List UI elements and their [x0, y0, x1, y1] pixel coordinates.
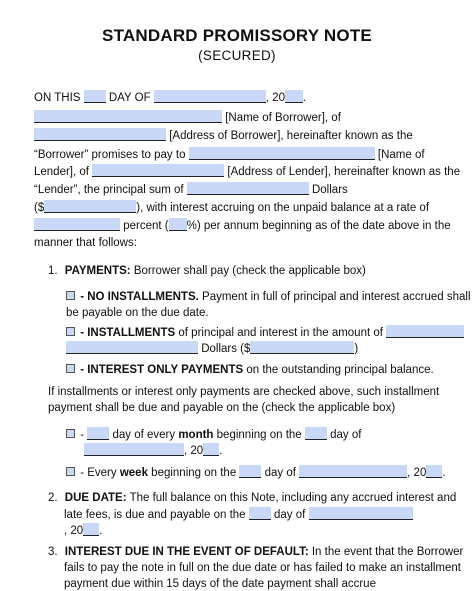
intro-line-1 — [34, 90, 306, 105]
intro-line-6 — [34, 182, 348, 197]
monthly-start-day-field[interactable] — [305, 427, 327, 440]
installment-words-field[interactable] — [386, 325, 464, 338]
intro-text: ($ — [34, 202, 45, 214]
due-date-line-2 — [64, 507, 413, 522]
option-text: day of — [264, 467, 296, 479]
intro-text: , 20 — [265, 92, 285, 104]
section-number: 3. — [48, 546, 58, 558]
due-date-text: The full balance on this Note, including any accrued interest and — [129, 492, 457, 504]
due-date-heading: DUE DATE: — [64, 492, 127, 504]
intro-line-9: manner that follows: — [34, 237, 137, 249]
principal-amount-field[interactable] — [44, 200, 136, 213]
intro-text: percent ( — [123, 220, 169, 232]
section-number: 1. — [48, 265, 58, 277]
option-label: - INSTALLMENTS — [80, 327, 176, 339]
monthly-cont — [84, 443, 222, 458]
intro-text: [Name of Borrower], of — [225, 112, 341, 124]
default-line-3: payment due within 15 days of the date payment shall accrue — [64, 578, 376, 590]
installments-cont — [66, 341, 358, 356]
payments-heading: PAYMENTS: — [64, 265, 131, 277]
intro-line-3 — [34, 128, 413, 143]
option-text: Dollars ($ — [201, 343, 251, 355]
option-text: beginning on the — [151, 467, 237, 479]
weekly-month-field[interactable] — [299, 465, 407, 478]
intro-text: [Name of — [377, 149, 425, 161]
lender-address-field[interactable] — [92, 164, 224, 177]
option-text: - Every — [80, 467, 117, 479]
payments-note-1: If installments or interest only payments are checked above, such installment — [48, 386, 440, 398]
intro-text: Dollars — [311, 184, 348, 196]
monthly-month-field[interactable] — [84, 443, 184, 456]
option-label: - INTEREST ONLY PAYMENTS — [80, 364, 244, 376]
monthly-checkbox[interactable] — [66, 429, 75, 438]
weekly-option — [66, 465, 446, 480]
due-day-field[interactable] — [249, 507, 271, 520]
no-installments-cont: be payable on the due date. — [66, 307, 209, 319]
no-installments-option — [66, 290, 471, 304]
month-field[interactable] — [154, 90, 266, 103]
default-line-2: fails to pay the note in full on the due date or has failed to make an installment — [64, 562, 461, 574]
no-installments-checkbox[interactable] — [66, 291, 75, 300]
due-date-line-1 — [48, 491, 456, 505]
default-line-1 — [48, 545, 463, 559]
option-text: day of every — [112, 429, 176, 441]
lender-name-field[interactable] — [189, 147, 375, 160]
intro-text: “Borrower” promises to pay to — [34, 149, 186, 161]
rate-percent-field[interactable] — [169, 218, 187, 231]
due-date-text: , 20 — [64, 525, 84, 537]
principal-words-field[interactable] — [187, 182, 309, 195]
option-text: - — [80, 429, 85, 441]
interest-only-option — [66, 363, 434, 377]
intro-text: ON THIS — [34, 92, 81, 104]
due-date-text: late fees, is due and payable on the — [64, 509, 246, 521]
borrower-address-field[interactable] — [34, 128, 166, 141]
weekly-checkbox[interactable] — [66, 467, 75, 476]
installments-checkbox[interactable] — [66, 327, 75, 336]
installments-option — [66, 325, 464, 340]
day-field[interactable] — [84, 90, 106, 103]
section-number: 2. — [48, 492, 58, 504]
document-title: STANDARD PROMISSORY NOTE — [102, 26, 372, 45]
option-text: . — [442, 467, 446, 479]
due-date-text: . — [99, 525, 103, 537]
option-label: month — [178, 429, 214, 441]
rate-words-field[interactable] — [34, 218, 120, 231]
monthly-option — [66, 427, 361, 442]
option-text: on the outstanding principal balance. — [246, 364, 434, 376]
due-year-field[interactable] — [83, 523, 99, 536]
option-label: - NO INSTALLMENTS. — [80, 291, 199, 303]
monthly-day-field[interactable] — [87, 427, 109, 440]
option-text: beginning on the — [216, 429, 302, 441]
intro-line-2 — [34, 110, 341, 125]
borrower-name-field[interactable] — [34, 110, 222, 123]
option-label: week — [119, 467, 148, 479]
default-text: In the event that the Borrower — [311, 546, 464, 558]
option-text: day of — [330, 429, 362, 441]
due-date-text: day of — [274, 509, 306, 521]
intro-line-5 — [34, 164, 460, 179]
interest-only-checkbox[interactable] — [66, 364, 75, 373]
intro-text: Lender], of — [34, 166, 89, 178]
intro-line-8 — [34, 218, 451, 233]
intro-line-4 — [34, 147, 425, 162]
weekly-year-field[interactable] — [426, 465, 442, 478]
year-field[interactable] — [285, 90, 303, 103]
installment-amount-field[interactable] — [250, 341, 354, 354]
intro-line-7 — [34, 200, 429, 215]
intro-text: “Lender”, the principal sum of — [34, 184, 184, 196]
option-text: . — [219, 445, 223, 457]
default-heading: INTEREST DUE IN THE EVENT OF DEFAULT: — [64, 546, 309, 558]
payments-note-2: payment shall be due and payable on the (check the applicable box) — [48, 402, 396, 414]
intro-text: [Address of Borrower], hereinafter known as the — [169, 130, 413, 142]
intro-text: [Address of Lender], hereinafter known as the — [227, 166, 461, 178]
intro-text: . — [302, 92, 307, 104]
option-text: ) — [354, 343, 359, 355]
weekly-day-field[interactable] — [239, 465, 261, 478]
installment-words-field-2[interactable] — [66, 341, 198, 354]
option-text: , 20 — [184, 445, 204, 457]
intro-text: DAY OF — [108, 92, 151, 104]
payments-heading-line — [48, 264, 366, 278]
option-text: of principal and interest in the amount of — [178, 327, 383, 339]
intro-text: ), with interest accruing on the unpaid balance at a rate of — [136, 202, 430, 214]
due-date-line-3 — [64, 523, 102, 538]
option-text: Payment in full of principal and interest accrued shall — [202, 291, 471, 303]
due-month-field[interactable] — [309, 507, 413, 520]
payments-text: Borrower shall pay (check the applicable box) — [133, 265, 366, 277]
option-text: , 20 — [407, 467, 427, 479]
monthly-year-field[interactable] — [203, 443, 219, 456]
intro-text: %) per annum beginning as of the date above in the — [186, 220, 451, 232]
document-subtitle: (SECURED) — [198, 48, 276, 63]
